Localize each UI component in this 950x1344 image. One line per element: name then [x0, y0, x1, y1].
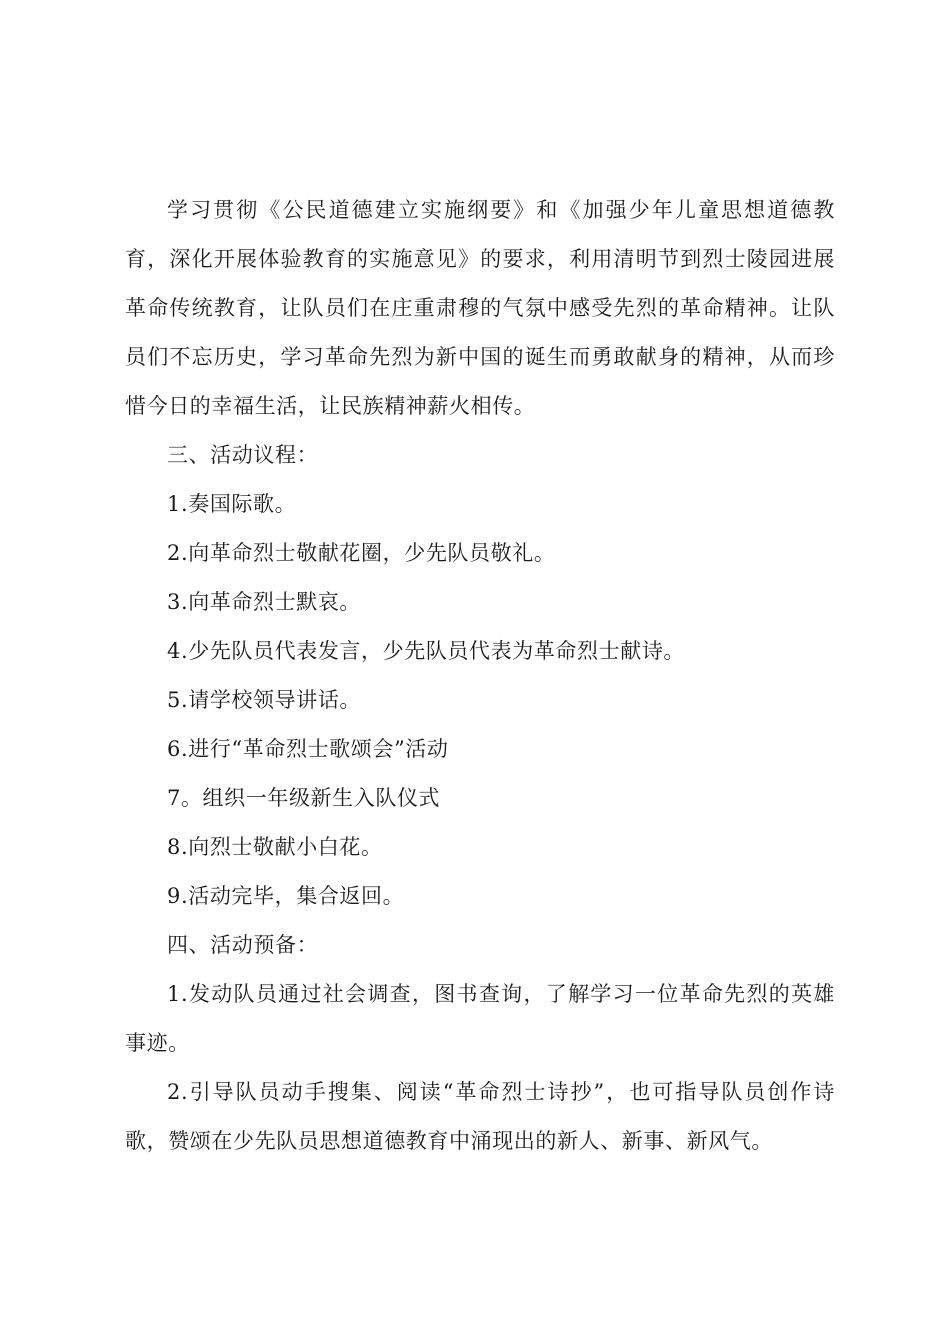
preparation-item-2: 2.引导队员动手搜集、阅读“革命烈士诗抄”，也可指导队员创作诗歌，赞颂在少先队员思想道德教育中涌现出的新人、新事、新风气。 — [125, 1080, 835, 1153]
agenda-item-9: 9.活动完毕，集合返回。 — [167, 884, 405, 908]
section-4-heading: 四、活动预备： — [167, 933, 319, 957]
agenda-item-4: 4.少先队员代表发言，少先队员代表为革命烈士献诗。 — [167, 639, 686, 663]
agenda-item-5: 5.请学校领导讲话。 — [167, 688, 362, 712]
agenda-item-3: 3.向革命烈士默哀。 — [167, 590, 362, 614]
agenda-item-7: 7。组织一年级新生入队仪式 — [167, 786, 441, 810]
agenda-item-2: 2.向革命烈士敬献花圈，少先队员敬礼。 — [167, 541, 556, 565]
agenda-item-8: 8.向烈士敬献小白花。 — [167, 835, 383, 859]
section-3-heading: 三、活动议程： — [167, 443, 319, 467]
intro-paragraph: 学习贯彻《公民道德建立实施纲要》和《加强少年儿童思想道德教育，深化开展体验教育的实施意见》的要求，利用清明节到烈士陵园进展革命传统教育，让队员们在庄重肃穆的气氛中感受先烈的革命精神。让队员们不忘历史，学习革命先烈为新中国的诞生而勇敢献身的精神，从而珍惜今日的幸福生活，让民族精神薪火相传。 — [125, 198, 835, 418]
agenda-item-1: 1.奏国际歌。 — [167, 492, 297, 516]
agenda-item-6: 6.进行“革命烈士歌颂会”活动 — [167, 737, 449, 761]
document-body — [125, 186, 835, 1166]
preparation-item-1: 1.发动队员通过社会调查，图书查询，了解学习一位革命先烈的英雄事迹。 — [125, 982, 835, 1055]
